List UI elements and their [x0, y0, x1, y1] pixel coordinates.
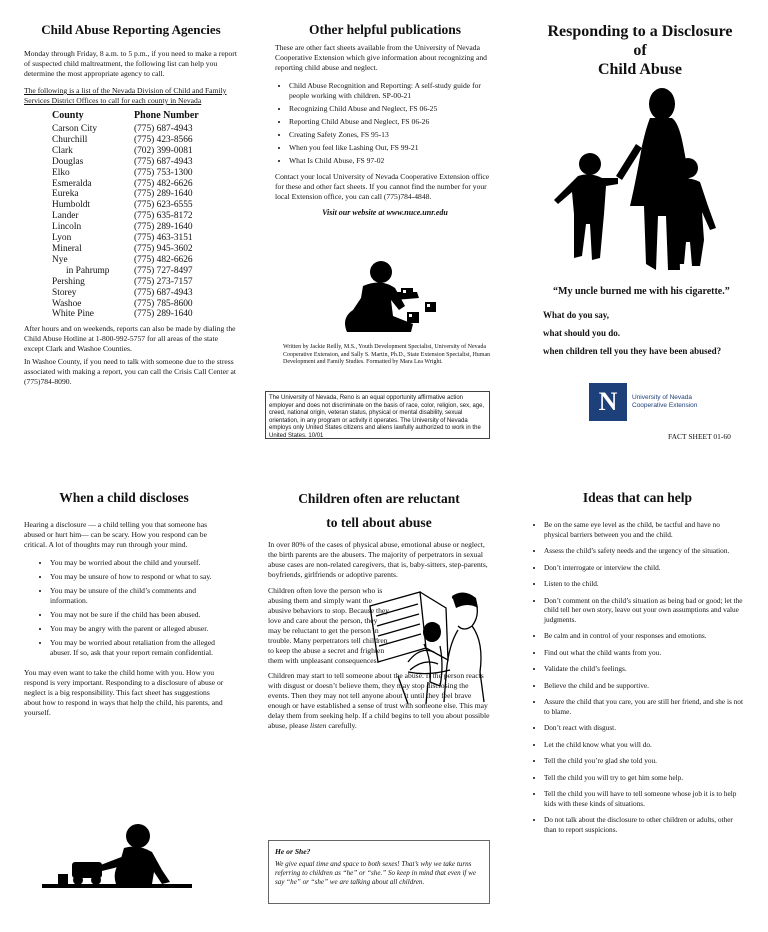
- question-1: What do you say,: [543, 310, 610, 320]
- child-with-toy-silhouette: [42, 822, 192, 894]
- agency-row: [52, 288, 238, 299]
- agency-county: in Pahrump: [66, 265, 110, 276]
- contact-text: Contact your local University of Nevada Cooperative Extension office for these and other fact sheets. If you cannot find the number for your local Extension office, you can call (775)784-4848.: [275, 172, 490, 201]
- idea-item: • Listen to the child.: [544, 579, 745, 589]
- agency-county: Churchill: [52, 134, 88, 145]
- website-link[interactable]: Visit our website at www.nuce.unr.edu: [322, 208, 448, 217]
- agency-row: [52, 266, 238, 277]
- agency-row: [52, 168, 238, 179]
- idea-item: • Be on the same eye level as the child, be tactful and have no physical barriers between you and the child.: [544, 520, 745, 539]
- phone-column-header: Phone Number: [134, 110, 199, 121]
- parent-reading-with-child-illustration: [368, 586, 488, 704]
- disclosure-item: • You may not be sure if the child has been abused.: [50, 610, 224, 620]
- disclosure-intro: Hearing a disclosure — a child telling you that someone has abused or hurt him— can be scary. How you respond can be critical. A lot of thoughts may run through your mind.: [24, 520, 208, 549]
- agency-county: Eureka: [52, 189, 79, 200]
- publication-item: • Creating Safety Zones, FS 95-13: [289, 130, 495, 140]
- idea-item: • Find out what the child wants from you.: [544, 648, 745, 658]
- cover-questions: [543, 306, 721, 360]
- agency-phone: (775) 289-1640: [134, 222, 193, 233]
- university-logo: [589, 383, 697, 421]
- agency-county: Clark: [52, 145, 73, 156]
- agency-phone: (775) 482-6626: [134, 254, 193, 265]
- agency-phone: (775) 482-6626: [134, 178, 193, 189]
- university-logo-text: University of Nevada Cooperative Extension: [632, 394, 698, 409]
- publication-item: • What Is Child Abuse, FS 97-02: [289, 156, 495, 166]
- agency-county: Elko: [52, 167, 70, 178]
- reluctant-title-line2: to tell about abuse: [326, 515, 432, 530]
- cover-title-line3: Child Abuse: [597, 61, 683, 78]
- agency-row: [52, 309, 238, 320]
- agency-phone: (775) 289-1640: [134, 189, 193, 200]
- agency-county: Washoe: [52, 298, 82, 309]
- agency-county: Pershing: [52, 276, 85, 287]
- he-or-she-text: We give equal time and space to both sexes! That’s why we take turns referring to children as “he” or “she.” So keep in mind that even if we say “he” or “she” we are talking about all children.: [275, 860, 477, 886]
- idea-item: • Be calm and in control of your responses and emotions.: [544, 631, 745, 641]
- idea-item: • Don’t react with disgust.: [544, 723, 745, 733]
- agency-phone: (775) 753-1300: [134, 167, 193, 178]
- agency-phone: (702) 399-0081: [134, 145, 193, 156]
- agency-row: [52, 200, 238, 211]
- agency-phone: (775) 727-8497: [134, 265, 193, 276]
- credits-text: Written by Jackie Reilly, M.S., Youth Development Specialist, University of Nevada Cooperative Extension, and Sally S. Martin, Ph.D., State Extension Specialist, Human Development and Family Studies. Formatted by Mara Lea Wright.: [283, 344, 491, 365]
- agency-phone: (775) 635-8172: [134, 211, 193, 222]
- idea-item: • Tell the child you will try to get him some help.: [544, 773, 745, 783]
- agency-phone: (775) 273-7157: [134, 276, 193, 287]
- disclosure-item: • You may be unsure of how to respond or what to say.: [50, 572, 224, 582]
- agencies-panel: [24, 22, 238, 452]
- disclosure-item: • You may be worried about retaliation from the alleged abuser. If so, ask that your report remain confidential.: [50, 638, 224, 658]
- agency-county: Mineral: [52, 243, 82, 254]
- agency-row: [52, 211, 238, 222]
- agency-phone: (775) 785-8600: [134, 298, 193, 309]
- publication-item: • When you feel like Lashing Out, FS 99-21: [289, 143, 495, 153]
- agency-row: [52, 179, 238, 190]
- publications-list: [275, 81, 495, 166]
- cover-title-line1: Responding to a Disclosure: [547, 23, 733, 40]
- agency-row: [52, 124, 238, 135]
- agency-table: [24, 124, 238, 320]
- publications-panel: [275, 22, 495, 442]
- adult-with-children-silhouette: [550, 88, 720, 278]
- agency-row: [52, 189, 238, 200]
- agency-row: [52, 146, 238, 157]
- agency-row: [52, 255, 238, 266]
- agency-county: Nye: [52, 254, 68, 265]
- publication-item: • Reporting Child Abuse and Neglect, FS 06-26: [289, 117, 495, 127]
- agency-row: [52, 244, 238, 255]
- publication-item: • Recognizing Child Abuse and Neglect, FS 06-25: [289, 104, 495, 114]
- idea-item: • Assess the child’s safety needs and the urgency of the situation.: [544, 546, 745, 556]
- agency-row: [52, 157, 238, 168]
- eeo-statement: The University of Nevada, Reno is an equal opportunity affirmative action employer and does not discriminate on the basis of race, color, religion, sex, age, creed, national origin, veteran status, physical or mental disability, sexual orientation, in any program or activity it operates. The University of Nevada employs only United States citizens and aliens lawfully authorized to work in the United States. 10/01: [265, 391, 490, 439]
- disclosure-item: • You may be worried about the child and yourself.: [50, 558, 224, 568]
- idea-item: • Don’t comment on the child’s situation as being bad or good; let the child tell her own story, leave out your own assumptions and value judgments.: [544, 596, 745, 625]
- disclosure-item: • You may be unsure of the child’s comments and information.: [50, 586, 224, 606]
- he-or-she-box: [268, 840, 490, 904]
- agency-phone: (775) 623-6555: [134, 200, 193, 211]
- child-quote: “My uncle burned me with his cigarette.”: [553, 286, 730, 297]
- agency-row: [52, 135, 238, 146]
- agency-phone: (775) 423-8566: [134, 134, 193, 145]
- agency-phone: (775) 289-1640: [134, 309, 193, 320]
- disclosure-title: When a child discloses: [59, 490, 189, 505]
- agency-county: White Pine: [52, 309, 94, 320]
- reluctant-wrap-text: Children often love the person who is abusing them and simply want the abusive behaviors to stop. Because they love and care about the person, they may be reluctant to get the person in trouble. Many perpetrators tell children to keep the abuse a secret and frighten them with unpleasant consequences.: [268, 586, 390, 665]
- agency-row: [52, 299, 238, 310]
- idea-item: • Validate the child’s feelings.: [544, 664, 745, 674]
- agency-county: Humboldt: [52, 200, 91, 211]
- reluctant-para3: Children may start to tell someone about the abuse. If the person reacts with disgust or doesn’t believe them, they may stop disclosing the events. Then they may not tell anyone about it until they feel brave enough or have established a sense of trust with someone else. This may delay them from seeking help. If a child begins to tell you about possible abuse, please listen carefully.: [268, 671, 490, 730]
- agencies-title: Child Abuse Reporting Agencies: [41, 22, 221, 37]
- idea-item: • Let the child know what you will do.: [544, 740, 745, 750]
- agency-phone: (775) 463-3151: [134, 233, 193, 244]
- agency-county: Esmeralda: [52, 178, 92, 189]
- disclosure-outro: You may even want to take the child home with you. How you respond is very important. Responding to a disclosure of abuse or neglect is a big responsibility. This fact sheet has suggestions about how to respond in ways that help the child, his parents, and yourself.: [24, 668, 224, 717]
- reluctant-title-line1: Children often are reluctant: [298, 491, 460, 506]
- publications-intro: These are other fact sheets available from the University of Nevada Cooperative Extension which give information about recognizing and reporting child abuse and neglect.: [275, 43, 487, 72]
- agency-county: Storey: [52, 287, 77, 298]
- question-2: what should you do.: [543, 328, 621, 338]
- he-or-she-title: He or She?: [275, 847, 311, 856]
- agency-row: [52, 233, 238, 244]
- agency-table-header: [52, 110, 238, 121]
- child-playing-blocks-illustration: [333, 258, 443, 338]
- county-column-header: County: [52, 110, 84, 121]
- reluctant-intro: In over 80% of the cases of physical abuse, emotional abuse or neglect, the birth parents are the abusers. The majority of perpetrators in sexual abuse cases are non-related caregivers, that is, baby-sitters, step-parents, boyfriends, girlfriends or adoptive parents.: [268, 540, 488, 579]
- university-logo-mark: N: [589, 383, 627, 421]
- disclosure-item: • You may be angry with the parent or alleged abuser.: [50, 624, 224, 634]
- ideas-list: [530, 520, 745, 834]
- agencies-intro: Monday through Friday, 8 a.m. to 5 p.m., if you need to make a report of suspected child maltreatment, the following list can help you determine the most appropriate agency to call.: [24, 49, 237, 78]
- agency-phone: (775) 945-3602: [134, 243, 193, 254]
- washoe-text: In Washoe County, if you need to talk with someone due to the stress associated with making a report, you can call the Crisis Call Center at (775)784-8090.: [24, 357, 236, 387]
- agency-county: Lander: [52, 211, 79, 222]
- agency-county: Lyon: [52, 233, 72, 244]
- disclosure-list: [40, 558, 224, 658]
- idea-item: • Do not talk about the disclosure to other children or adults, other than to report suspicions.: [544, 815, 745, 834]
- agency-phone: (775) 687-4943: [134, 156, 193, 167]
- ideas-panel: [530, 490, 745, 910]
- agencies-list-intro: The following is a list of the Nevada Division of Child and Family Services District Offices to call for each county in Nevada: [24, 86, 227, 105]
- agency-phone: (775) 687-4943: [134, 124, 193, 134]
- agency-county: Douglas: [52, 156, 84, 167]
- publications-title: Other helpful publications: [308, 22, 462, 37]
- agency-county: Carson City: [52, 124, 98, 134]
- idea-item: • Don’t interrogate or interview the child.: [544, 563, 745, 573]
- after-hours-text: After hours and on weekends, reports can also be made by dialing the Child Abuse Hotline at 1-800-992-5757 for all areas of the state except Clark and Washoe Counties.: [24, 324, 236, 354]
- fact-sheet-number: FACT SHEET 01-60: [668, 432, 731, 441]
- idea-item: • Tell the child you’re glad she told you.: [544, 756, 745, 766]
- idea-item: • Tell the child you will have to tell someone whose job it is to help kids with these kinds of situations.: [544, 789, 745, 808]
- agency-phone: (775) 687-4943: [134, 287, 193, 298]
- cover-title-line2: of: [633, 42, 647, 59]
- agency-row: [52, 222, 238, 233]
- idea-item: • Assure the child that you care, you are still her friend, and she is not to blame.: [544, 697, 745, 716]
- question-3: when children tell you they have been abused?: [543, 346, 722, 356]
- ideas-title: Ideas that can help: [582, 490, 693, 505]
- idea-item: • Believe the child and be supportive.: [544, 681, 745, 691]
- agency-row: [52, 277, 238, 288]
- agency-county: Lincoln: [52, 222, 82, 233]
- publication-item: • Child Abuse Recognition and Reporting: A self-study guide for people working with children. SP-00-21: [289, 81, 495, 101]
